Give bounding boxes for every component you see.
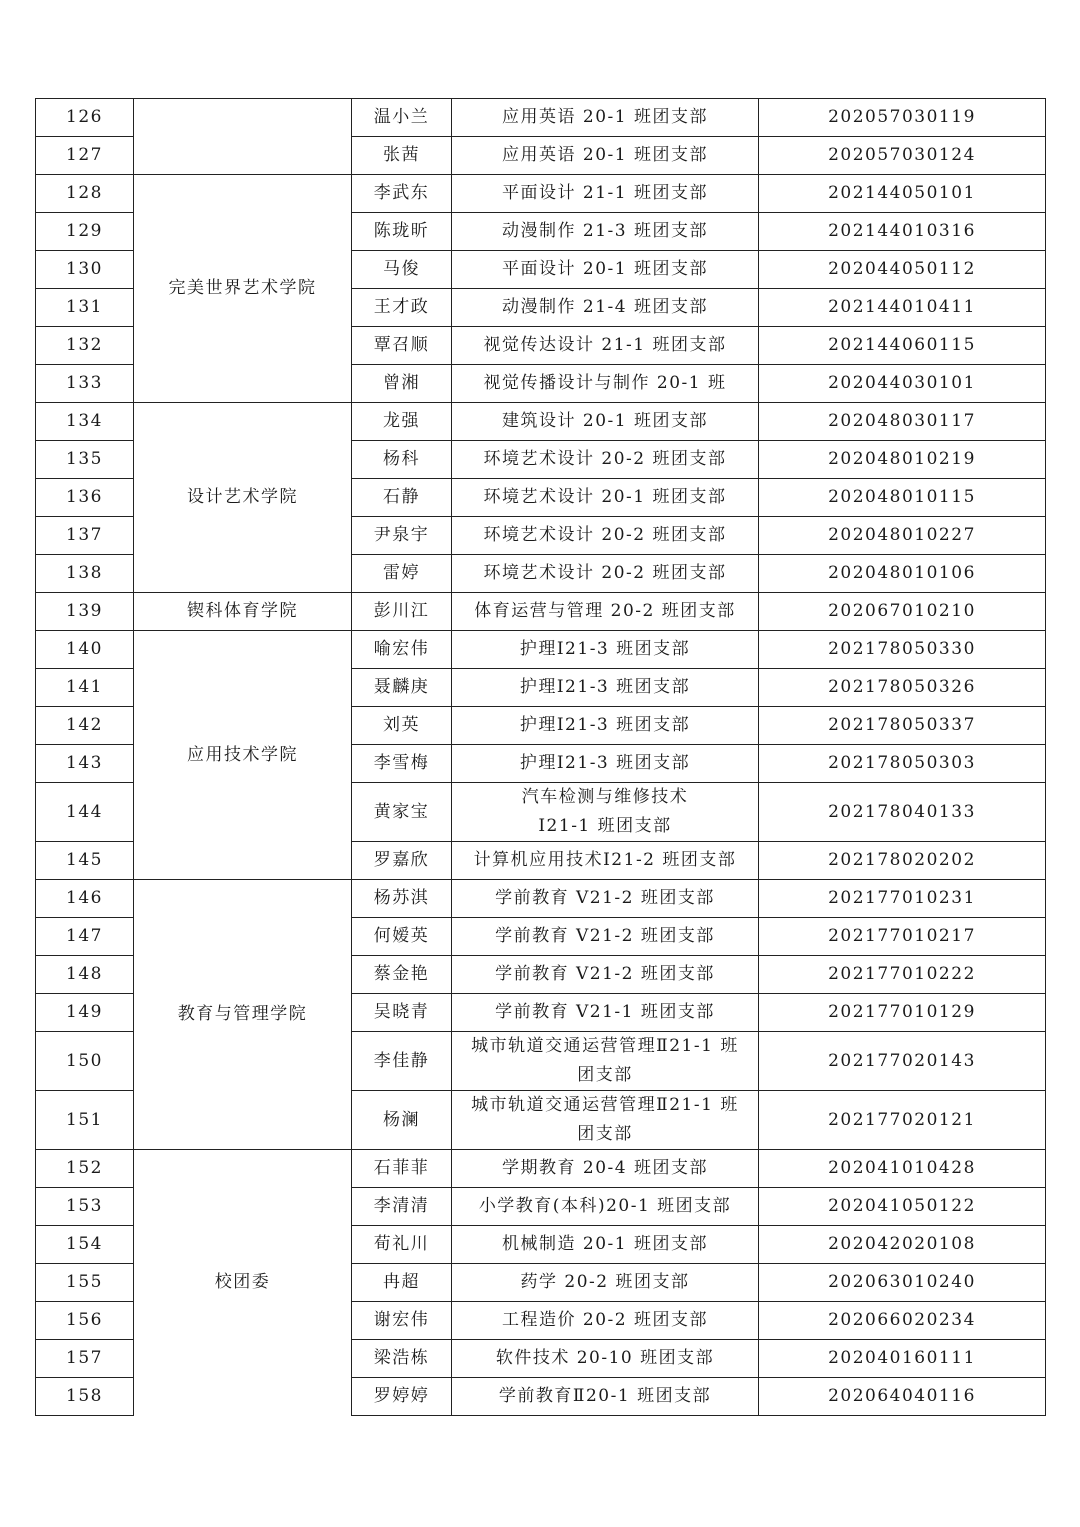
student-id: 202178050326 xyxy=(759,669,1046,707)
class-branch: 体育运营与管理 20-2 班团支部 xyxy=(452,593,759,631)
class-branch-line2: Ⅰ21-1 班团支部 xyxy=(538,816,672,836)
class-branch: 动漫制作 21-4 班团支部 xyxy=(452,289,759,327)
member-name: 陈珑昕 xyxy=(352,213,452,251)
table-row xyxy=(36,631,1046,669)
student-id: 202041050122 xyxy=(759,1188,1046,1226)
class-branch xyxy=(452,783,759,842)
member-name: 荀礼川 xyxy=(352,1226,452,1264)
class-branch-line1: 汽车检测与维修技术 xyxy=(521,787,689,807)
member-name: 石静 xyxy=(352,479,452,517)
student-id: 202178050330 xyxy=(759,631,1046,669)
member-name: 李清清 xyxy=(352,1188,452,1226)
row-number: 131 xyxy=(36,289,134,327)
student-id: 202063010240 xyxy=(759,1264,1046,1302)
member-name: 冉超 xyxy=(352,1264,452,1302)
student-id: 202067010210 xyxy=(759,593,1046,631)
member-name: 吴晓青 xyxy=(352,994,452,1032)
row-number: 135 xyxy=(36,441,134,479)
student-id: 202178050303 xyxy=(759,745,1046,783)
class-branch: 软件技术 20-10 班团支部 xyxy=(452,1340,759,1378)
class-branch: 护理Ⅰ21-3 班团支部 xyxy=(452,669,759,707)
table-row xyxy=(36,99,1046,137)
row-number: 154 xyxy=(36,1226,134,1264)
member-name: 刘英 xyxy=(352,707,452,745)
row-number: 149 xyxy=(36,994,134,1032)
class-branch: 护理Ⅰ21-3 班团支部 xyxy=(452,631,759,669)
member-name: 李雪梅 xyxy=(352,745,452,783)
member-name: 黄家宝 xyxy=(352,783,452,842)
row-number: 140 xyxy=(36,631,134,669)
student-id: 202177010129 xyxy=(759,994,1046,1032)
member-name: 罗婷婷 xyxy=(352,1378,452,1416)
row-number: 153 xyxy=(36,1188,134,1226)
class-branch xyxy=(452,1032,759,1091)
row-number: 134 xyxy=(36,403,134,441)
member-name: 喻宏伟 xyxy=(352,631,452,669)
row-number: 136 xyxy=(36,479,134,517)
row-number: 127 xyxy=(36,137,134,175)
student-id: 202177010217 xyxy=(759,918,1046,956)
member-name: 张茜 xyxy=(352,137,452,175)
table-row xyxy=(36,175,1046,213)
member-name: 杨苏淇 xyxy=(352,880,452,918)
student-id: 202177010231 xyxy=(759,880,1046,918)
college-cell: 完美世界艺术学院 xyxy=(134,175,352,403)
class-branch: 学前教育 V21-2 班团支部 xyxy=(452,918,759,956)
row-number: 155 xyxy=(36,1264,134,1302)
class-branch: 环境艺术设计 20-2 班团支部 xyxy=(452,441,759,479)
member-name: 李佳静 xyxy=(352,1032,452,1091)
member-name: 王才政 xyxy=(352,289,452,327)
student-id: 202057030119 xyxy=(759,99,1046,137)
student-id: 202044050112 xyxy=(759,251,1046,289)
class-branch-line1: 城市轨道交通运营管理Ⅱ21-1 班 xyxy=(471,1036,739,1056)
class-branch: 建筑设计 20-1 班团支部 xyxy=(452,403,759,441)
college-cell: 锲科体育学院 xyxy=(134,593,352,631)
member-name: 石菲菲 xyxy=(352,1150,452,1188)
member-name: 雷婷 xyxy=(352,555,452,593)
row-number: 148 xyxy=(36,956,134,994)
student-id: 202178050337 xyxy=(759,707,1046,745)
row-number: 126 xyxy=(36,99,134,137)
class-branch-line2: 团支部 xyxy=(577,1065,633,1085)
class-branch: 动漫制作 21-3 班团支部 xyxy=(452,213,759,251)
member-name: 聂麟庚 xyxy=(352,669,452,707)
student-id: 202048010106 xyxy=(759,555,1046,593)
class-branch: 环境艺术设计 20-2 班团支部 xyxy=(452,555,759,593)
student-id: 202177020121 xyxy=(759,1091,1046,1150)
member-name: 龙强 xyxy=(352,403,452,441)
table-row xyxy=(36,403,1046,441)
college-cell: 设计艺术学院 xyxy=(134,403,352,593)
class-branch: 学前教育 V21-2 班团支部 xyxy=(452,880,759,918)
row-number: 150 xyxy=(36,1032,134,1091)
row-number: 156 xyxy=(36,1302,134,1340)
row-number: 144 xyxy=(36,783,134,842)
table-row xyxy=(36,593,1046,631)
class-branch: 学前教育Ⅱ20-1 班团支部 xyxy=(452,1378,759,1416)
class-branch: 机械制造 20-1 班团支部 xyxy=(452,1226,759,1264)
student-id: 202144010316 xyxy=(759,213,1046,251)
member-name: 何嫒英 xyxy=(352,918,452,956)
row-number: 146 xyxy=(36,880,134,918)
student-id: 202177020143 xyxy=(759,1032,1046,1091)
class-branch: 应用英语 20-1 班团支部 xyxy=(452,137,759,175)
student-id: 202044030101 xyxy=(759,365,1046,403)
row-number: 129 xyxy=(36,213,134,251)
row-number: 133 xyxy=(36,365,134,403)
student-id: 202042020108 xyxy=(759,1226,1046,1264)
class-branch: 学期教育 20-4 班团支部 xyxy=(452,1150,759,1188)
student-id: 202144060115 xyxy=(759,327,1046,365)
row-number: 152 xyxy=(36,1150,134,1188)
student-id: 202048030117 xyxy=(759,403,1046,441)
row-number: 141 xyxy=(36,669,134,707)
class-branch: 计算机应用技术Ⅰ21-2 班团支部 xyxy=(452,842,759,880)
class-branch xyxy=(452,1091,759,1150)
student-id: 202066020234 xyxy=(759,1302,1046,1340)
row-number: 130 xyxy=(36,251,134,289)
student-id: 202048010227 xyxy=(759,517,1046,555)
student-id: 202048010115 xyxy=(759,479,1046,517)
member-name: 温小兰 xyxy=(352,99,452,137)
class-branch: 环境艺术设计 20-1 班团支部 xyxy=(452,479,759,517)
row-number: 145 xyxy=(36,842,134,880)
member-name: 梁浩栋 xyxy=(352,1340,452,1378)
table-row xyxy=(36,880,1046,918)
class-branch: 应用英语 20-1 班团支部 xyxy=(452,99,759,137)
student-id: 202041010428 xyxy=(759,1150,1046,1188)
student-id: 202178040133 xyxy=(759,783,1046,842)
member-name: 罗嘉欣 xyxy=(352,842,452,880)
college-cell: 应用技术学院 xyxy=(134,631,352,880)
roster-body xyxy=(36,99,1046,1416)
row-number: 157 xyxy=(36,1340,134,1378)
class-branch: 平面设计 20-1 班团支部 xyxy=(452,251,759,289)
member-name: 覃召顺 xyxy=(352,327,452,365)
student-id: 202040160111 xyxy=(759,1340,1046,1378)
class-branch: 护理Ⅰ21-3 班团支部 xyxy=(452,745,759,783)
row-number: 138 xyxy=(36,555,134,593)
student-id: 202064040116 xyxy=(759,1378,1046,1416)
member-name: 彭川江 xyxy=(352,593,452,631)
row-number: 147 xyxy=(36,918,134,956)
member-name: 曾湘 xyxy=(352,365,452,403)
member-name: 杨科 xyxy=(352,441,452,479)
student-id: 202177010222 xyxy=(759,956,1046,994)
class-branch-line1: 城市轨道交通运营管理Ⅱ21-1 班 xyxy=(471,1095,739,1115)
class-branch: 药学 20-2 班团支部 xyxy=(452,1264,759,1302)
student-id: 202178020202 xyxy=(759,842,1046,880)
college-cell: 校团委 xyxy=(134,1150,352,1416)
row-number: 143 xyxy=(36,745,134,783)
class-branch: 平面设计 21-1 班团支部 xyxy=(452,175,759,213)
row-number: 158 xyxy=(36,1378,134,1416)
student-id: 202144050101 xyxy=(759,175,1046,213)
row-number: 132 xyxy=(36,327,134,365)
class-branch: 学前教育 V21-2 班团支部 xyxy=(452,956,759,994)
roster-table xyxy=(35,98,1046,1416)
class-branch: 视觉传达设计 21-1 班团支部 xyxy=(452,327,759,365)
row-number: 139 xyxy=(36,593,134,631)
member-name: 谢宏伟 xyxy=(352,1302,452,1340)
table-row xyxy=(36,1150,1046,1188)
member-name: 李武东 xyxy=(352,175,452,213)
row-number: 128 xyxy=(36,175,134,213)
member-name: 马俊 xyxy=(352,251,452,289)
member-name: 杨澜 xyxy=(352,1091,452,1150)
class-branch: 环境艺术设计 20-2 班团支部 xyxy=(452,517,759,555)
class-branch: 护理Ⅰ21-3 班团支部 xyxy=(452,707,759,745)
class-branch: 视觉传播设计与制作 20-1 班 xyxy=(452,365,759,403)
class-branch-line2: 团支部 xyxy=(577,1124,633,1144)
college-cell xyxy=(134,99,352,175)
row-number: 137 xyxy=(36,517,134,555)
class-branch: 工程造价 20-2 班团支部 xyxy=(452,1302,759,1340)
row-number: 142 xyxy=(36,707,134,745)
member-name: 尹泉宇 xyxy=(352,517,452,555)
student-id: 202048010219 xyxy=(759,441,1046,479)
member-name: 蔡金艳 xyxy=(352,956,452,994)
student-id: 202057030124 xyxy=(759,137,1046,175)
college-cell: 教育与管理学院 xyxy=(134,880,352,1150)
class-branch: 小学教育(本科)20-1 班团支部 xyxy=(452,1188,759,1226)
class-branch: 学前教育 V21-1 班团支部 xyxy=(452,994,759,1032)
row-number: 151 xyxy=(36,1091,134,1150)
student-id: 202144010411 xyxy=(759,289,1046,327)
